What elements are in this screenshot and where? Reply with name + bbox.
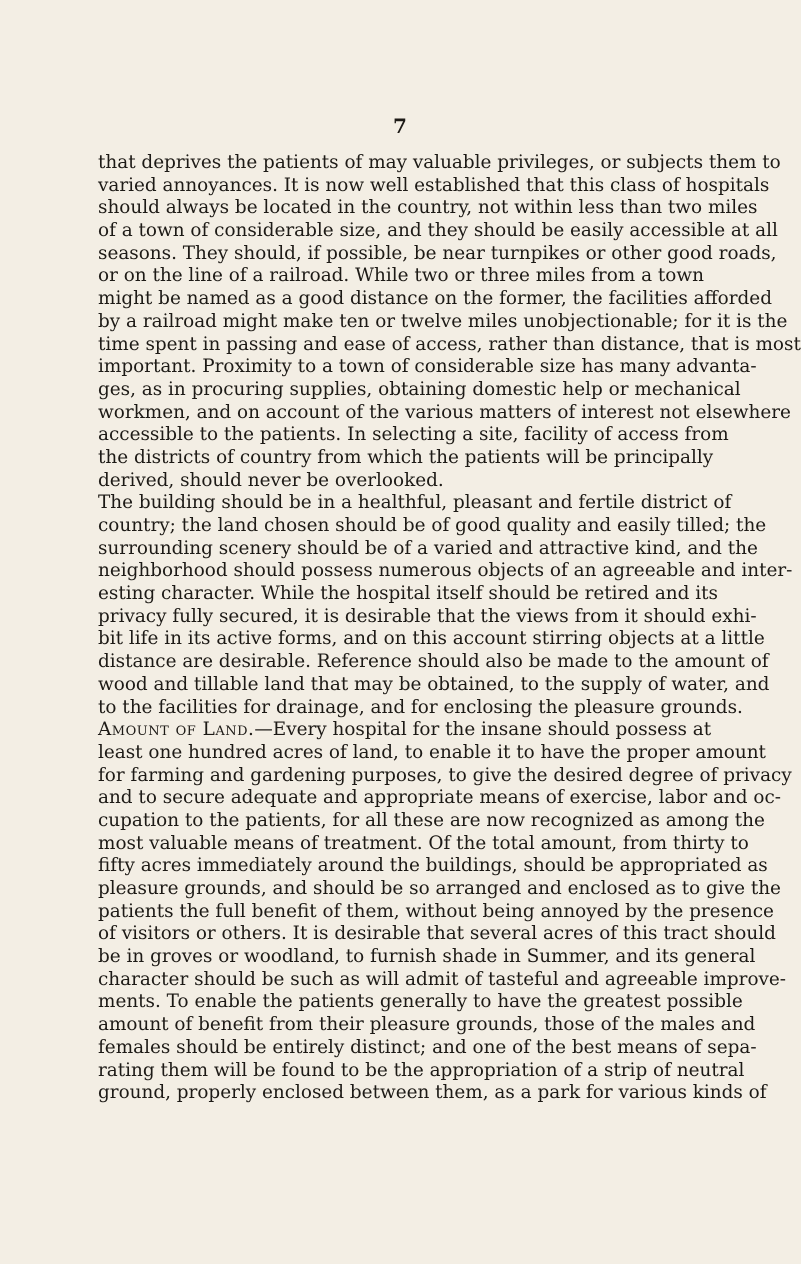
line-text: distance are desirable. Reference should also be made to the amount of	[98, 651, 769, 673]
line-text: fifty acres immediately around the buildings, should be appropriated as	[98, 855, 768, 877]
line-text: to the facilities for drainage, and for enclosing the pleasure grounds.	[98, 696, 743, 718]
text-line	[98, 560, 793, 583]
line-text: character should be such as will admit of tasteful and agreeable improve-	[98, 968, 787, 990]
text-line	[98, 537, 758, 561]
line-text: rating them will be found to be the appropriation of a strip of neutral	[98, 1059, 745, 1081]
line-text: bit life in its active forms, and on this account stirring objects at a little	[98, 628, 765, 650]
line-text: —Every hospital for the insane should possess at	[254, 719, 712, 741]
text-line	[98, 356, 757, 379]
line-text: the districts of country from which the patients will be principally	[98, 446, 714, 468]
line-text: workmen, and on account of the various matters of interest not elsewhere	[98, 401, 791, 423]
line-text: be in groves or woodland, to furnish shade in Summer, and its general	[98, 946, 756, 968]
text-line	[98, 741, 766, 765]
body-text	[98, 152, 801, 1105]
line-text: derived, should never be overlooked.	[98, 469, 444, 491]
text-line	[98, 515, 767, 538]
line-text: The building should be in a healthful, pleasant and fertile district of	[98, 492, 732, 514]
line-text: esting character. While the hospital itself should be retired and its	[98, 583, 718, 605]
text-line	[98, 333, 801, 357]
line-text: time spent in passing and ease of access, rather than distance, that is most	[98, 333, 801, 355]
line-text: seasons. They should, if possible, be near turnpikes or other good roads,	[98, 242, 777, 264]
text-line	[98, 446, 714, 470]
line-text: varied annoyances. It is now well established that this class of hospitals	[98, 174, 770, 196]
line-text: of a town of considerable size, and they should be easily accessible at all	[98, 220, 778, 242]
line-text: should always be located in the country, not within less than two miles	[98, 197, 758, 219]
line-text: amount of benefit from their pleasure grounds, those of the males and	[98, 1014, 756, 1036]
line-text: females should be entirely distinct; and one of the best means of sepa-	[98, 1036, 757, 1058]
line-text: wood and tillable land that may be obtained, to the supply of water, and	[98, 673, 770, 695]
text-line	[98, 832, 749, 856]
text-line	[98, 719, 712, 742]
text-line	[98, 265, 702, 288]
line-text: and to secure adequate and appropriate means of exercise, labor and oc-	[98, 787, 781, 809]
text-line	[98, 764, 792, 788]
text-line	[98, 651, 769, 674]
text-line	[98, 401, 791, 425]
line-text: most valuable means of treatment. Of the total amount, from thirty to	[98, 832, 749, 854]
line-text: by a railroad might make ten or twelve miles unobjectionable; for it is the	[98, 310, 788, 332]
line-text: cupation to the patients, for all these are now recognized as among the	[98, 809, 765, 831]
text-line	[98, 628, 765, 651]
line-text: important. Proximity to a town of considerable size has many advanta-	[98, 356, 757, 378]
text-line	[98, 1082, 767, 1105]
text-line	[98, 900, 774, 924]
line-text: pleasure grounds, and should be so arranged and enclosed as to give the	[98, 878, 781, 899]
line-text: or on the line of a railroad. While two or three miles from a town	[98, 265, 704, 287]
text-line	[98, 197, 758, 220]
text-line	[98, 583, 718, 606]
text-line	[98, 174, 770, 198]
line-text: ges, as in procuring supplies, obtaining domestic help or mechanical	[98, 378, 741, 400]
text-line	[98, 1014, 756, 1037]
line-text: accessible to the patients. In selecting a site, facility of access from	[98, 424, 729, 446]
line-text: ground, properly enclosed between them, as a park for various kinds of	[98, 1082, 767, 1104]
text-line	[98, 809, 765, 833]
line-text: ments. To enable the patients generally to have the greatest possible	[98, 991, 743, 1013]
page-number: 7	[393, 114, 407, 138]
text-line	[98, 991, 743, 1014]
line-text: country; the land chosen should be of good quality and easily tilled; the	[98, 515, 767, 536]
line-text: might be named as a good distance on the former, the facilities afforded	[98, 288, 772, 310]
text-line	[98, 696, 743, 720]
text-line	[98, 946, 756, 969]
text-line	[98, 923, 776, 946]
text-line	[98, 673, 770, 697]
text-line	[98, 310, 788, 334]
text-line	[98, 968, 787, 992]
text-line	[98, 152, 781, 175]
text-line	[98, 492, 732, 515]
line-text: that deprives the patients of may valuable privileges, or subjects them to	[98, 152, 781, 173]
line-text: for farming and gardening purposes, to give the desired degree of privacy	[98, 764, 792, 786]
text-line	[98, 470, 702, 493]
text-line	[98, 1059, 745, 1083]
line-text: of visitors or others. It is desirable that several acres of this tract should	[98, 923, 776, 945]
text-line	[98, 288, 772, 311]
text-line	[98, 242, 777, 266]
line-text: neighborhood should possess numerous objects of an agreeable and inter-	[98, 560, 793, 582]
line-text: surrounding scenery should be of a varied and attractive kind, and the	[98, 537, 758, 559]
text-line	[98, 605, 757, 629]
text-line	[98, 855, 768, 878]
section-heading: Amount of Land.	[98, 719, 255, 741]
text-line	[98, 424, 729, 447]
line-text: least one hundred acres of land, to enable it to have the proper amount	[98, 741, 766, 763]
text-line	[98, 878, 781, 901]
text-line	[98, 220, 778, 243]
line-text: privacy fully secured, it is desirable that the views from it should exhi-	[98, 605, 757, 627]
text-line	[98, 1036, 757, 1060]
text-line	[98, 378, 741, 402]
line-text: patients the full benefit of them, without being annoyed by the presence	[98, 900, 774, 922]
text-line	[98, 787, 781, 810]
